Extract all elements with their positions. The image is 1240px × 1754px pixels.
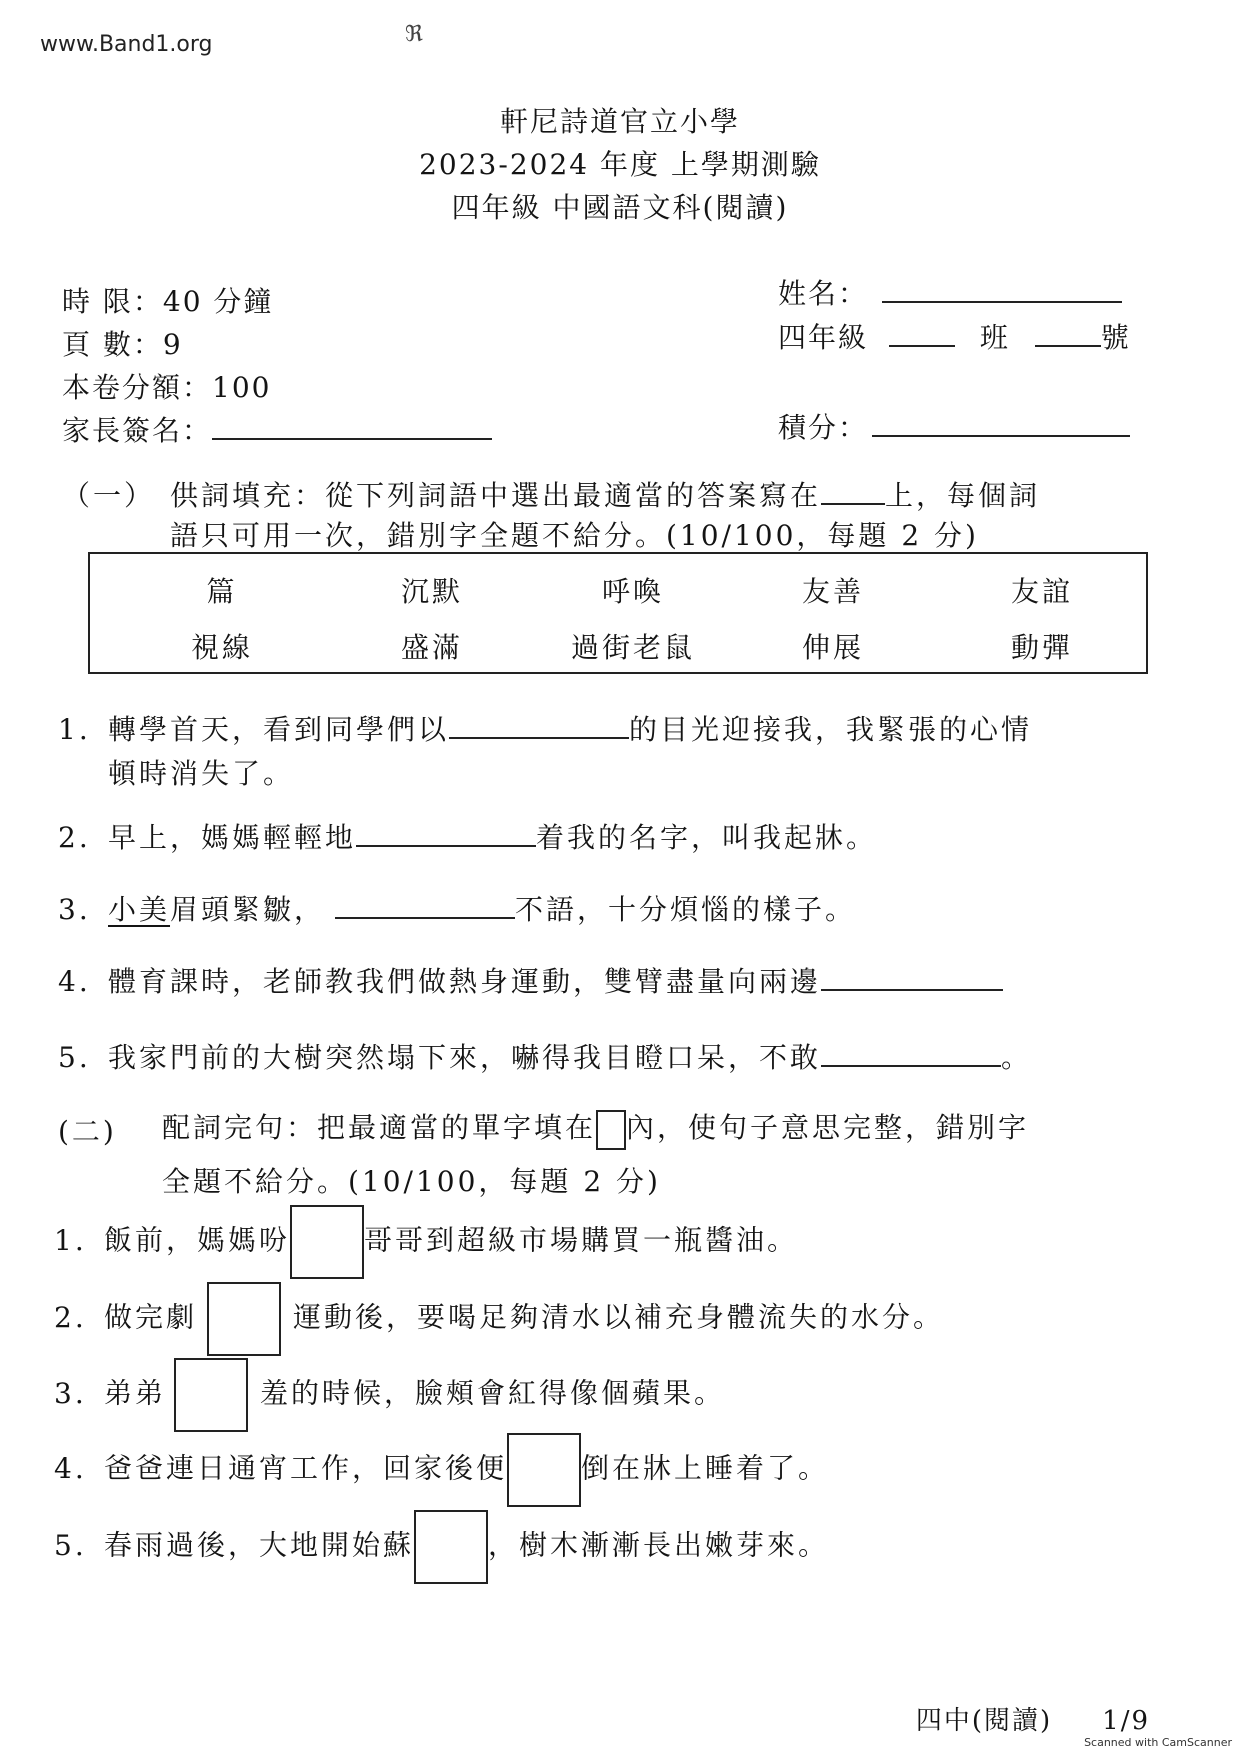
question-text: 倒在牀上睡着了。 (581, 1451, 830, 1485)
section1-instruction-line1 (170, 474, 1040, 514)
question-text: 做完劇 (104, 1300, 198, 1334)
question-number: 4. (58, 965, 91, 998)
proper-name: 小美 (108, 893, 171, 926)
question-text: 不語，十分煩惱的樣子。 (515, 893, 857, 926)
word-bank-item: 友善 (801, 575, 865, 608)
page-number: 1/9 (1102, 1706, 1150, 1736)
class-line[interactable] (889, 319, 955, 347)
question-number: 5. (58, 1041, 91, 1074)
answer-blank[interactable] (335, 893, 515, 919)
word-bank-item: 盛滿 (400, 631, 464, 664)
word-bank-item: 過街老鼠 (570, 631, 696, 664)
word-bank-item: 視線 (190, 631, 254, 664)
word-bank-item: 友誼 (1010, 575, 1074, 608)
word-bank-item: 動彈 (1010, 631, 1074, 664)
question-number: 1. (58, 713, 91, 746)
question-text: 爸爸連日通宵工作，回家後便 (104, 1451, 508, 1485)
subject-title: 四年級 中國語文科(閱讀) (451, 191, 789, 224)
scanner-watermark: Scanned with CamScanner (1084, 1736, 1232, 1749)
parent-signature-label: 家長簽名： (62, 414, 213, 447)
name-line[interactable] (882, 275, 1122, 303)
answer-blank[interactable] (821, 1041, 1001, 1067)
page-footer (916, 1700, 1150, 1737)
answer-box[interactable] (207, 1282, 281, 1356)
footer-label: 四中(閱讀) (915, 1706, 1053, 1736)
question-text: 的目光迎接我，我緊張的心情 (629, 713, 1033, 746)
section1-number: （一） (62, 479, 156, 512)
class-number (778, 316, 1131, 356)
question-number: 1. (54, 1223, 87, 1257)
question-text: 羞的時候，臉頰會紅得像個蘋果。 (260, 1376, 726, 1410)
sample-box (596, 1110, 626, 1150)
answer-blank[interactable] (356, 821, 536, 847)
question-text: 着我的名字，叫我起牀。 (536, 821, 878, 854)
sample-blank (821, 479, 885, 505)
answer-blank[interactable] (821, 965, 1003, 991)
total-marks: 本卷分額：100 (62, 371, 272, 404)
question-number: 4. (54, 1451, 87, 1485)
score (778, 406, 1130, 446)
s2-question-2 (54, 1282, 944, 1356)
question-text: 眉頭緊皺， (170, 893, 326, 926)
answer-box[interactable] (414, 1510, 488, 1584)
question-text: ，樹木漸漸長出嫩芽來。 (488, 1528, 830, 1562)
s2-question-5 (54, 1510, 829, 1584)
parent-signature (62, 409, 492, 449)
question-text: 體育課時，老師教我們做熱身運動，雙臂盡量向兩邊 (108, 965, 822, 998)
answer-blank[interactable] (449, 713, 629, 739)
name-label: 姓名： (778, 277, 869, 310)
question-text: 弟弟 (104, 1376, 167, 1410)
section2-instruction-line1 (162, 1106, 1029, 1150)
question-text: 轉學首天，看到同學們以 (108, 713, 450, 746)
s1-question-4 (58, 960, 1003, 1000)
question-number: 5. (54, 1528, 87, 1562)
number-label: 號 (1100, 321, 1131, 354)
s1-question-1 (58, 708, 1032, 748)
question-number: 3. (58, 893, 91, 926)
word-bank-item: 篇 (206, 575, 238, 608)
answer-box[interactable] (290, 1205, 364, 1279)
question-number: 2. (54, 1300, 87, 1334)
answer-box[interactable] (174, 1358, 248, 1432)
answer-box[interactable] (507, 1433, 581, 1507)
word-bank-item: 呼喚 (601, 575, 665, 608)
handwritten-mark: ℜ (405, 22, 423, 47)
s1-question-5 (58, 1036, 1032, 1076)
s1-question-2 (58, 816, 877, 856)
question-text: 哥哥到超級市場購買一瓶醬油。 (364, 1223, 799, 1257)
signature-line[interactable] (212, 412, 492, 440)
question-text: 運動後，要喝足夠清水以補充身體流失的水分。 (293, 1300, 945, 1334)
s2-question-4 (54, 1433, 829, 1507)
s2-question-1 (54, 1205, 798, 1279)
page-count: 頁 數：9 (62, 328, 183, 361)
website-url: www.Band1.org (40, 32, 213, 57)
class-label: 班 (979, 321, 1010, 354)
school-name: 軒尼詩道官立小學 (499, 105, 740, 138)
section2-instruction-text: 配詞完句：把最適當的單字填在 (162, 1111, 597, 1144)
word-bank-item: 伸展 (801, 631, 865, 664)
s1-question-3 (58, 888, 856, 928)
score-label: 積分： (778, 411, 869, 444)
section1-instruction-line2: 語只可用一次，錯別字全題不給分。(10/100，每題 2 分) (170, 519, 979, 552)
section1-instruction-text: 供詞填充：從下列詞語中選出最適當的答案寫在 (170, 479, 822, 512)
question-number: 2. (58, 821, 91, 854)
student-name (778, 272, 1122, 312)
exam-title: 2023-2024 年度 上學期測驗 (419, 148, 821, 181)
question-text: 。 (1001, 1041, 1033, 1074)
question-text: 我家門前的大樹突然塌下來，嚇得我目瞪口呆，不敢 (108, 1041, 822, 1074)
section2-number: (二) (58, 1115, 117, 1148)
s2-question-3 (54, 1358, 725, 1432)
question-number: 3. (54, 1376, 87, 1410)
word-bank-item: 沉默 (400, 575, 464, 608)
word-bank-box (88, 552, 1148, 674)
number-line[interactable] (1035, 319, 1101, 347)
section2-instruction-line2: 全題不給分。(10/100，每題 2 分) (162, 1165, 661, 1198)
time-limit: 時 限：40 分鐘 (62, 285, 274, 318)
section2-instruction-tail: 內，使句子意思完整，錯別字 (626, 1111, 1030, 1144)
question-text: 飯前，媽媽吩 (104, 1223, 291, 1257)
score-line[interactable] (872, 409, 1130, 437)
question-text: 春雨過後，大地開始蘇 (104, 1528, 415, 1562)
grade-label: 四年級 (778, 321, 869, 354)
s1-question-1-line2: 頓時消失了。 (108, 757, 295, 790)
question-text: 早上，媽媽輕輕地 (108, 821, 357, 854)
section1-instruction-tail: 上，每個詞 (885, 479, 1041, 512)
